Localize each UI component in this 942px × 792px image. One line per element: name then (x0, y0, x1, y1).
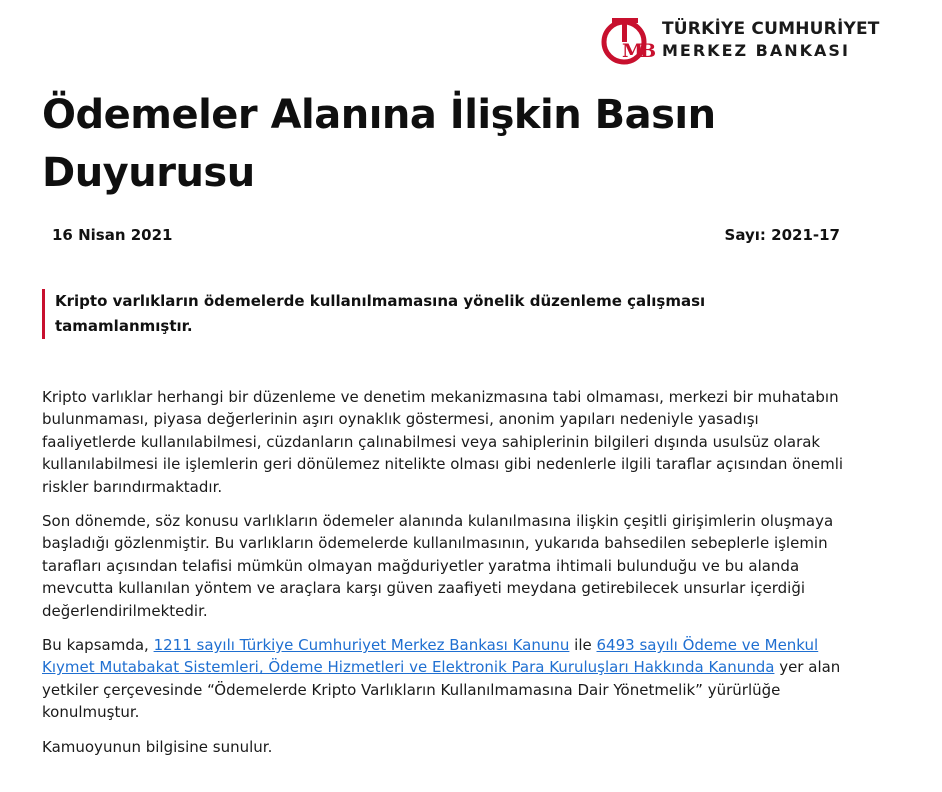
svg-text:M: M (622, 40, 644, 62)
closing-statement: Kamuoyunun bilgisine sunulur. (42, 738, 273, 756)
paragraph-2: Son dönemde, söz konusu varlıkların ödemeler alanında kulanılmasına ilişkin çeşitli girişimlerin oluşmaya başladığı gözlenmiştir. Bu varlıkların ödemelerde kullanılmasının, yukarıda bahsedilen sebeplerle işlemin tarafları açısından telafisi mümkün olmayan mağduriyetler yaratma ihtimali bulunduğu ve bu alanda mevcutta kullanılan yöntem ve araçlara karşı güven zaafiyeti meydana getirebilecek unsurlar içerdiği değerlendirilmektedir. (42, 512, 834, 620)
issue-number: Sayı: 2021-17 (724, 226, 840, 244)
page-title: Ödemeler Alanına İlişkin Basın Duyurusu (42, 92, 716, 196)
svg-text:B: B (640, 40, 657, 62)
law-1211-link[interactable]: 1211 sayılı Türkiye Cumhuriyet Merkez Bankası Kanunu (153, 636, 570, 654)
paragraph-3-suffix: yer alan yetkiler çerçevesinde “Ödemelerde Kripto Varlıkların Kullanılmamasına Dair Yönetmelik” yürürlüğe konulmuştur. (42, 658, 841, 722)
law-6493-link[interactable]: 6493 sayılı Ödeme ve Menkul Kıymet Mutabakat Sistemleri, Ödeme Hizmetleri ve Elektronik Para Kuruluşları Hakkında Kanunda (42, 636, 819, 677)
paragraph-3 (42, 634, 857, 724)
logo-wordmark (662, 18, 880, 62)
tcmb-logo-mark-icon (598, 12, 658, 68)
logo-line-2: MERKEZ BANKASI (662, 41, 850, 60)
paragraph-3-mid: ile (569, 636, 597, 654)
document-body (42, 386, 857, 770)
paragraph-3-prefix: Bu kapsamda, (42, 636, 154, 654)
release-date: 16 Nisan 2021 (52, 226, 173, 244)
paragraph-1: Kripto varlıklar herhangi bir düzenleme ve denetim mekanizmasına tabi olmaması, merkezi bir muhatabın bulunmaması, piyasa değerlerinin aşırı oynaklık göstermesi, anonim yapıları nedeniyle yasadışı faaliyetlerde kullanılabilmesi, cüzdanların çalınabilmesi veya sahiplerinin bilgileri dışında usulsüz olarak kullanılabilmesi ile işlemlerin geri dönülemez nitelikte olması gibi nedenlerle ilgili taraflar açısından önemli riskler barındırmaktadır. (42, 388, 844, 496)
summary-highlight: Kripto varlıkların ödemelerde kullanılmamasına yönelik düzenleme çalışması tamamlanmıştır. (42, 289, 815, 339)
tcmb-logo (598, 12, 898, 68)
logo-line-1: TÜRKİYE CUMHURİYET (662, 19, 880, 39)
